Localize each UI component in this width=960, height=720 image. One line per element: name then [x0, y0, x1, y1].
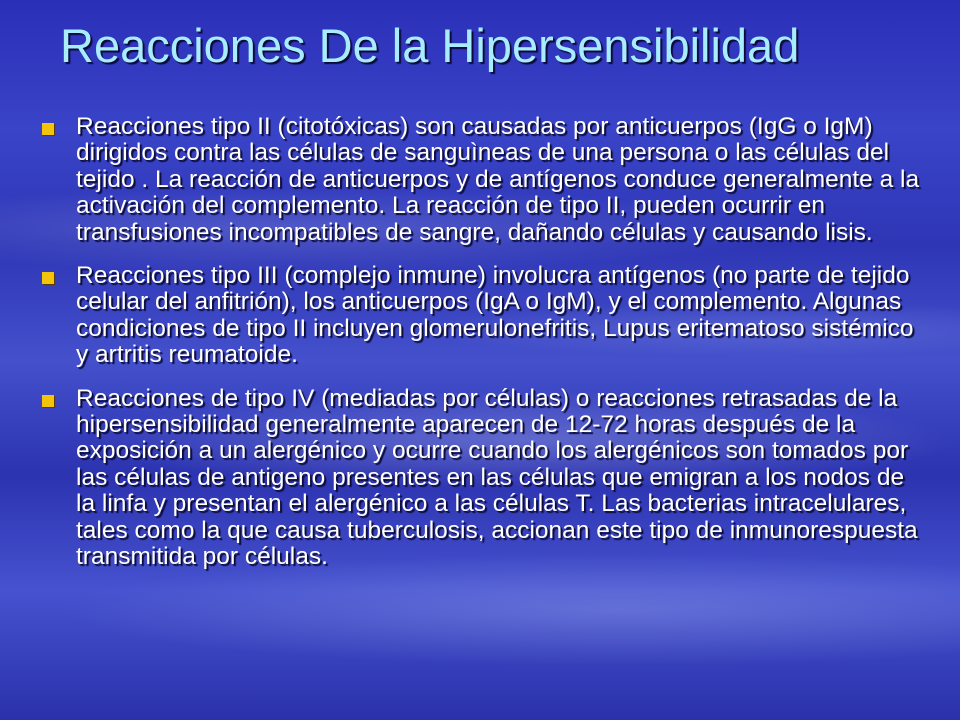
- bullet-item-type-iv: [40, 386, 924, 571]
- bullet-text: Reacciones de tipo IV (mediadas por células) o reacciones retrasadas de la hipersensibilidad generalmente aparecen de 12-72 horas después de la exposición a un alergénico y ocurre cuando los alergénicos son tomados por las células de antigeno presentes en las células que emigran a los nodos de la linfa y presentan el alergénico a las células T. Las bacterias intracelulares, tales como la que causa tuberculosis, accionan este tipo de inmunorespuesta transmitida por células.: [76, 384, 918, 571]
- bullet-list: [40, 114, 924, 588]
- bullet-text: Reacciones tipo III (complejo inmune) involucra antígenos (no parte de tejido celular del anfitrión), los anticuerpos (IgA o IgM), y el complemento. Algunas condiciones de tipo II incluyen glomerulonefritis, Lupus eritematoso sistémico y artritis reumatoide.: [76, 262, 914, 369]
- square-bullet-icon: [42, 395, 54, 407]
- slide-title: Reacciones De la Hipersensibilidad: [60, 19, 800, 72]
- square-bullet-icon: [42, 123, 54, 135]
- bullet-item-type-ii: [40, 114, 924, 246]
- bullet-text: Reacciones tipo II (citotóxicas) son causadas por anticuerpos (IgG o IgM) dirigidos contra las células de sanguìneas de una persona o las células del tejido . La reacción de anticuerpos y de antígenos conduce generalmente a la activación del complemento. La reacción de tipo II, pueden ocurrir en transfusiones incompatibles de sangre, dañando células y causando lisis.: [76, 113, 920, 246]
- square-bullet-icon: [42, 272, 54, 284]
- bullet-item-type-iii: [40, 263, 924, 369]
